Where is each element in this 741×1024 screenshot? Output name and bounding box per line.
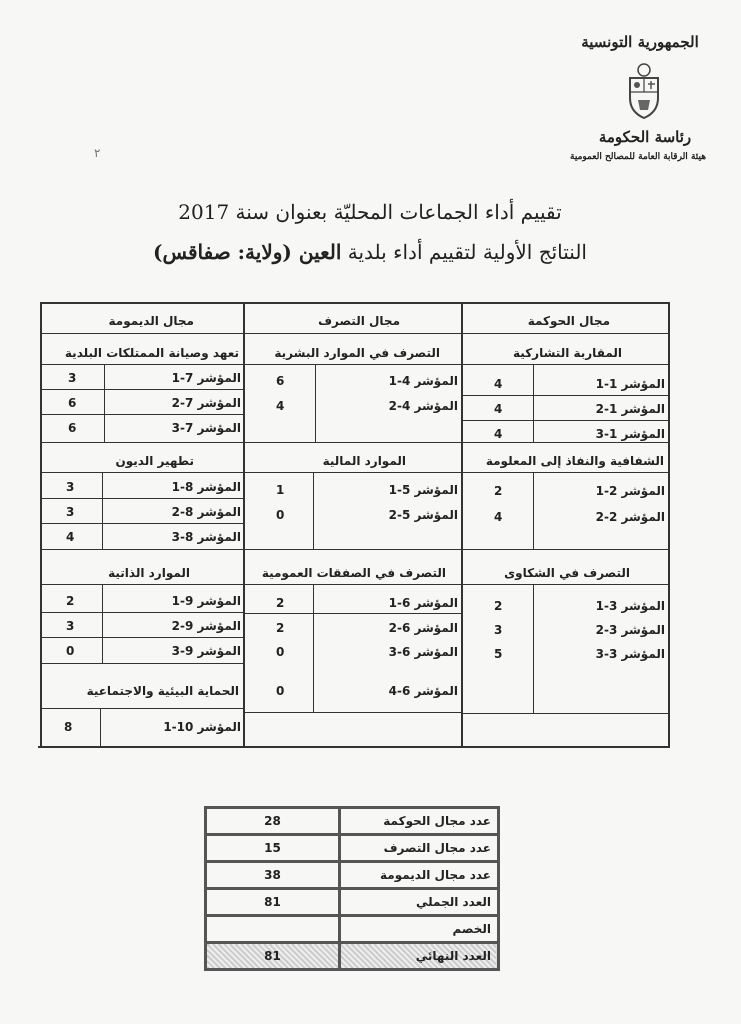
summary-label: عدد مجال التصرف bbox=[339, 835, 498, 862]
coat-of-arms-icon bbox=[624, 62, 664, 120]
table-border bbox=[102, 584, 103, 663]
authority-name: رئاسة الحكومة bbox=[598, 128, 692, 146]
indicator-label: المؤشر 9-1 bbox=[171, 594, 241, 608]
table-border bbox=[40, 472, 670, 473]
indicator-value: 0 bbox=[276, 684, 285, 698]
indicator-value: 2 bbox=[276, 621, 285, 635]
indicator-value: 4 bbox=[66, 530, 75, 544]
indicator-label: المؤشر 5-2 bbox=[388, 508, 458, 522]
indicator-label: المؤشر 2-1 bbox=[595, 484, 665, 498]
indicator-label: المؤشر 8-2 bbox=[171, 505, 241, 519]
indicator-label: المؤشر 3-3 bbox=[595, 647, 665, 661]
table-border bbox=[40, 584, 670, 585]
indicator-value: 6 bbox=[68, 396, 77, 410]
indicator-label: المؤشر 4-1 bbox=[388, 374, 458, 388]
section-hr: التصرف في الموارد البشرية bbox=[274, 346, 440, 360]
indicator-value: 2 bbox=[276, 596, 285, 610]
indicator-label: المؤشر 1-2 bbox=[595, 402, 665, 416]
table-border bbox=[313, 584, 314, 712]
section-own-resources: الموارد الذاتية bbox=[108, 566, 190, 580]
indicator-value: 8 bbox=[64, 720, 73, 734]
indicator-value: 3 bbox=[66, 480, 75, 494]
table-border bbox=[533, 364, 534, 442]
indicator-value: 0 bbox=[276, 645, 285, 659]
indicator-label: المؤشر 9-3 bbox=[171, 644, 241, 658]
country-name: الجمهورية التونسية bbox=[581, 33, 699, 51]
section-protection: الحماية البيئية والاجتماعية bbox=[86, 684, 239, 698]
table-border bbox=[40, 364, 670, 365]
indicator-label: المؤشر 3-2 bbox=[595, 623, 665, 637]
indicator-label: المؤشر 8-3 bbox=[171, 530, 241, 544]
table-border bbox=[102, 472, 103, 549]
summary-table bbox=[204, 806, 500, 971]
summary-value: 81 bbox=[206, 943, 340, 970]
indicator-label: المؤشر 7-2 bbox=[171, 396, 241, 410]
summary-label: العدد النهائي bbox=[339, 943, 498, 970]
table-row bbox=[206, 916, 499, 943]
table-row bbox=[206, 889, 499, 916]
table-border bbox=[313, 472, 314, 549]
summary-value bbox=[206, 916, 340, 943]
table-border bbox=[40, 708, 243, 709]
indicator-value: 0 bbox=[66, 644, 75, 658]
table-border bbox=[40, 637, 243, 638]
section-complaints: التصرف في الشكاوى bbox=[504, 566, 630, 580]
indicator-label: المؤشر 1-3 bbox=[595, 427, 665, 441]
summary-value: 28 bbox=[206, 808, 340, 835]
indicator-value: 4 bbox=[276, 399, 285, 413]
table-row bbox=[206, 943, 499, 970]
table-border bbox=[40, 442, 670, 443]
table-border bbox=[40, 302, 670, 304]
domain-sustainability: مجال الديمومة bbox=[108, 314, 194, 328]
summary-label: عدد مجال الديمومة bbox=[339, 862, 498, 889]
table-border bbox=[40, 302, 42, 746]
indicator-value: 0 bbox=[276, 508, 285, 522]
section-debt: تطهير الديون bbox=[115, 454, 194, 468]
table-border bbox=[463, 420, 668, 421]
indicator-value: 2 bbox=[494, 484, 503, 498]
summary-value: 15 bbox=[206, 835, 340, 862]
summary-value: 38 bbox=[206, 862, 340, 889]
indicator-label: المؤشر 8-1 bbox=[171, 480, 241, 494]
indicator-value: 4 bbox=[494, 427, 503, 441]
section-transparency: الشفافية والنفاذ إلى المعلومة bbox=[485, 454, 664, 468]
summary-value: 81 bbox=[206, 889, 340, 916]
indicator-label: المؤشر 5-1 bbox=[388, 483, 458, 497]
indicator-value: 2 bbox=[66, 594, 75, 608]
section-participatory: المقاربة التشاركية bbox=[513, 346, 622, 360]
indicator-label: المؤشر 6-3 bbox=[388, 645, 458, 659]
indicator-value: 4 bbox=[494, 402, 503, 416]
table-border bbox=[100, 708, 101, 746]
table-border bbox=[40, 333, 670, 334]
indicator-label: المؤشر 7-1 bbox=[171, 371, 241, 385]
table-border bbox=[40, 414, 243, 415]
subtitle-city: العين (ولاية: صفاقس) bbox=[153, 240, 342, 264]
page-mark: ٢ bbox=[94, 146, 101, 160]
table-border bbox=[245, 613, 461, 614]
table-border bbox=[533, 584, 534, 713]
domain-management: مجال التصرف bbox=[318, 314, 400, 328]
indicator-label: المؤشر 10-1 bbox=[163, 720, 241, 734]
subtitle-prefix: النتائج الأولية لتقييم أداء بلدية bbox=[347, 240, 587, 264]
section-maintenance: تعهد وصيانة الممتلكات البلدية bbox=[64, 346, 239, 360]
body-name: هيئة الرقابة العامة للمصالح العمومية bbox=[570, 152, 706, 162]
indicator-value: 3 bbox=[68, 371, 77, 385]
indicator-label: المؤشر 6-2 bbox=[388, 621, 458, 635]
indicator-label: المؤشر 7-3 bbox=[171, 421, 241, 435]
indicator-value: 6 bbox=[276, 374, 285, 388]
table-border bbox=[40, 663, 243, 664]
table-border bbox=[40, 612, 243, 613]
indicator-label: المؤشر 1-1 bbox=[595, 377, 665, 391]
table-row bbox=[206, 835, 499, 862]
table-border bbox=[463, 713, 668, 714]
indicator-value: 3 bbox=[494, 623, 503, 637]
table-border bbox=[463, 395, 668, 396]
table-border bbox=[40, 389, 243, 390]
table-border bbox=[40, 523, 243, 524]
section-procurement: التصرف في الصفقات العمومية bbox=[261, 566, 446, 580]
page-subtitle bbox=[100, 240, 640, 264]
table-row bbox=[206, 862, 499, 889]
indicator-label: المؤشر 6-1 bbox=[388, 596, 458, 610]
summary-label: عدد مجال الحوكمة bbox=[339, 808, 498, 835]
indicator-value: 3 bbox=[66, 505, 75, 519]
indicator-value: 3 bbox=[66, 619, 75, 633]
indicator-value: 6 bbox=[68, 421, 77, 435]
section-finance: الموارد المالية bbox=[322, 454, 406, 468]
page-title: تقييم أداء الجماعات المحليّة بعنوان سنة 2017 bbox=[178, 200, 562, 224]
table-row bbox=[206, 808, 499, 835]
table-border bbox=[104, 364, 105, 442]
summary-label: العدد الجملي bbox=[339, 889, 498, 916]
indicator-label: المؤشر 4-2 bbox=[388, 399, 458, 413]
indicator-label: المؤشر 3-1 bbox=[595, 599, 665, 613]
table-border bbox=[40, 549, 670, 550]
summary-label: الخصم bbox=[339, 916, 498, 943]
table-border bbox=[245, 712, 461, 713]
table-border bbox=[38, 746, 670, 748]
indicator-label: المؤشر 9-2 bbox=[171, 619, 241, 633]
table-border bbox=[668, 302, 670, 746]
table-border bbox=[533, 472, 534, 549]
indicator-value: 4 bbox=[494, 377, 503, 391]
table-border bbox=[243, 302, 245, 746]
domain-governance: مجال الحوكمة bbox=[527, 314, 610, 328]
indicator-label: المؤشر 6-4 bbox=[388, 684, 458, 698]
table-border bbox=[40, 498, 243, 499]
indicator-value: 4 bbox=[494, 510, 503, 524]
table-border bbox=[461, 302, 463, 746]
indicator-label: المؤشر 2-2 bbox=[595, 510, 665, 524]
indicator-value: 2 bbox=[494, 599, 503, 613]
indicator-value: 1 bbox=[276, 483, 285, 497]
table-border bbox=[315, 364, 316, 442]
indicator-value: 5 bbox=[494, 647, 503, 661]
